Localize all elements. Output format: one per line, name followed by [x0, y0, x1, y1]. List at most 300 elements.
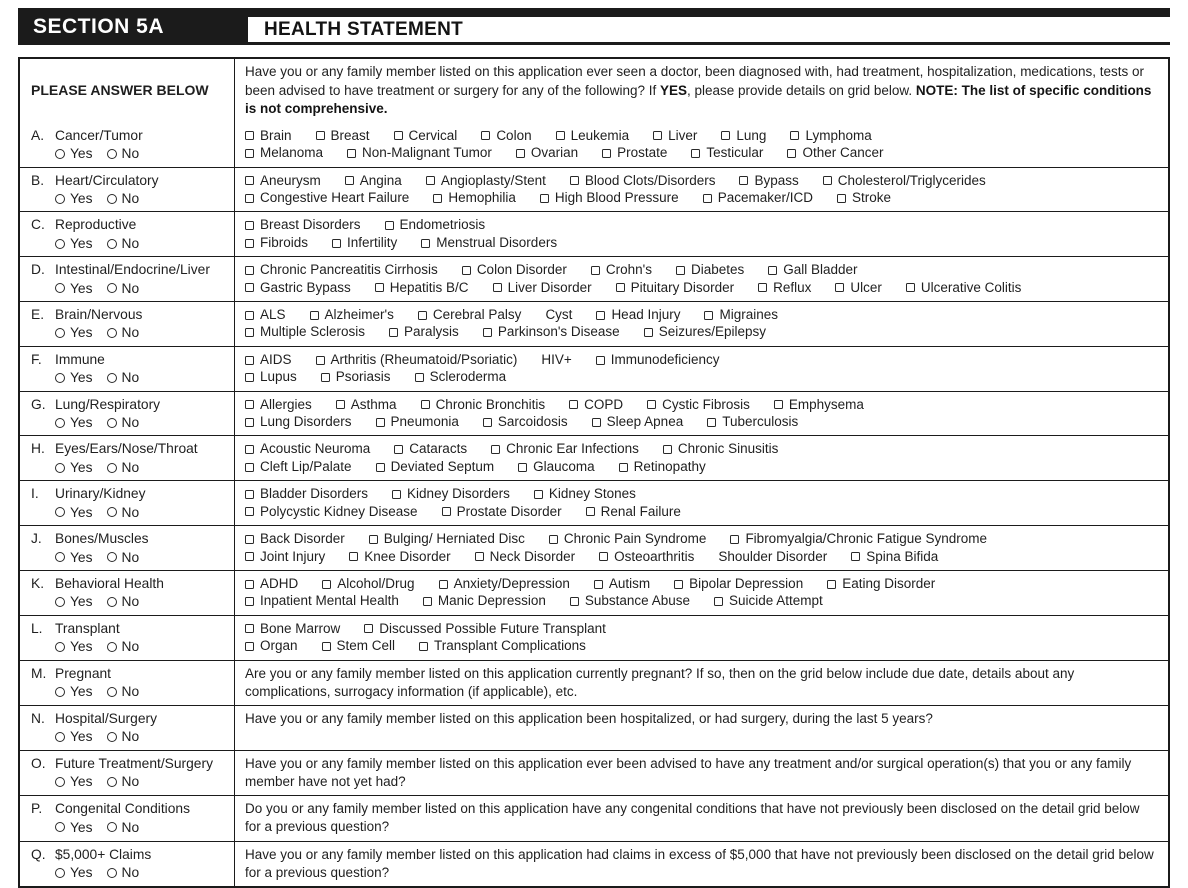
condition-checkbox[interactable]	[419, 642, 428, 651]
condition-label: Joint Injury	[260, 548, 326, 564]
condition-checkbox[interactable]	[619, 463, 628, 472]
condition-checkbox[interactable]	[245, 507, 254, 516]
condition-item	[245, 485, 368, 502]
condition-checkbox[interactable]	[394, 445, 403, 454]
row-category-label: Eyes/Ears/Nose/Throat	[55, 441, 198, 457]
row-o-header-cell	[20, 751, 235, 795]
condition-label: Paralysis	[404, 324, 459, 340]
condition-checkbox[interactable]	[364, 624, 373, 633]
condition-checkbox[interactable]	[704, 311, 713, 320]
condition-label: Non-Malignant Tumor	[362, 145, 492, 161]
no-option[interactable]	[107, 593, 140, 610]
condition-checkbox[interactable]	[534, 490, 543, 499]
condition-label: Hemophilia	[448, 190, 516, 205]
no-label: No	[121, 415, 140, 431]
condition-item	[556, 127, 630, 144]
yes-radio[interactable]	[55, 283, 65, 293]
condition-checkbox[interactable]	[758, 283, 767, 292]
row-letter: J.	[31, 531, 42, 547]
condition-checkbox[interactable]	[433, 194, 442, 203]
condition-label: Breast Disorders	[260, 217, 361, 233]
condition-checkbox[interactable]	[245, 194, 254, 203]
condition-item	[586, 503, 681, 520]
yes-radio[interactable]	[55, 732, 65, 742]
condition-checkbox[interactable]	[245, 221, 254, 230]
condition-checkbox[interactable]	[787, 149, 796, 158]
intro-text-segment: YES	[660, 82, 688, 98]
no-option[interactable]	[107, 190, 140, 207]
yes-option[interactable]	[55, 638, 93, 655]
condition-checkbox[interactable]	[596, 356, 605, 365]
condition-checkbox[interactable]	[322, 642, 331, 651]
row-category	[31, 216, 228, 233]
yes-option[interactable]	[55, 324, 93, 341]
section-label: SECTION 5A	[18, 8, 248, 45]
condition-label: Fibromyalgia/Chronic Fatigue Syndrome	[745, 531, 988, 547]
condition-checkbox[interactable]	[349, 552, 358, 561]
condition-checkbox[interactable]	[774, 400, 783, 409]
no-radio[interactable]	[107, 194, 117, 204]
condition-checkbox[interactable]	[415, 373, 424, 382]
no-radio[interactable]	[107, 328, 117, 338]
condition-checkbox[interactable]	[245, 624, 254, 633]
condition-checkbox[interactable]	[599, 552, 608, 561]
row-j-content	[235, 526, 1168, 570]
yes-radio[interactable]	[55, 868, 65, 878]
no-label: No	[121, 191, 140, 206]
no-option[interactable]	[107, 549, 140, 566]
row-category	[31, 306, 228, 323]
condition-checkbox[interactable]	[310, 311, 319, 320]
row-category-label: Congenital Conditions	[55, 801, 190, 817]
condition-item	[336, 396, 397, 413]
condition-checkbox[interactable]	[245, 373, 254, 382]
condition-item	[423, 592, 546, 609]
condition-checkbox[interactable]	[392, 490, 401, 499]
yes-no-group	[55, 504, 228, 521]
condition-checkbox[interactable]	[442, 507, 451, 516]
condition-label: Organ	[260, 638, 298, 654]
condition-checkbox[interactable]	[739, 176, 748, 185]
row-d	[20, 256, 1168, 301]
no-option[interactable]	[107, 324, 140, 341]
condition-checkbox[interactable]	[421, 400, 430, 409]
condition-checkbox[interactable]	[827, 580, 836, 589]
no-radio[interactable]	[107, 373, 117, 383]
no-label: No	[121, 819, 140, 835]
condition-checkbox[interactable]	[644, 328, 653, 337]
condition-label: Alzheimer's	[324, 307, 394, 323]
condition-checkbox[interactable]	[481, 131, 490, 140]
condition-checkbox[interactable]	[245, 131, 254, 140]
condition-checkbox[interactable]	[245, 149, 254, 158]
condition-checkbox[interactable]	[653, 131, 662, 140]
no-radio[interactable]	[107, 552, 117, 562]
yes-option[interactable]	[55, 864, 93, 881]
condition-checkbox[interactable]	[790, 131, 799, 140]
yes-label: Yes	[70, 864, 93, 880]
row-b-content	[235, 168, 1168, 212]
no-radio[interactable]	[107, 642, 117, 652]
condition-item	[364, 620, 606, 637]
yes-label: Yes	[70, 594, 93, 610]
yes-radio[interactable]	[55, 149, 65, 159]
condition-checkbox[interactable]	[321, 373, 330, 382]
yes-option[interactable]	[55, 728, 93, 745]
yes-radio[interactable]	[55, 507, 65, 517]
condition-checkbox[interactable]	[721, 131, 730, 140]
condition-checkbox[interactable]	[596, 311, 605, 320]
intro-text-segment: , please provide details on grid below.	[687, 82, 916, 98]
no-option[interactable]	[107, 280, 140, 297]
condition-checkbox[interactable]	[730, 535, 739, 544]
no-radio[interactable]	[107, 418, 117, 428]
condition-checkbox[interactable]	[518, 463, 527, 472]
condition-checkbox[interactable]	[316, 131, 325, 140]
condition-checkbox[interactable]	[676, 266, 685, 275]
condition-checkbox[interactable]	[336, 400, 345, 409]
no-option[interactable]	[107, 145, 140, 162]
yes-option[interactable]	[55, 145, 93, 162]
yes-radio[interactable]	[55, 418, 65, 428]
condition-label: Lung Disorders	[260, 414, 352, 430]
condition-checkbox[interactable]	[586, 507, 595, 516]
condition-item	[768, 261, 857, 278]
row-letter: E.	[31, 307, 45, 323]
no-radio[interactable]	[107, 507, 117, 517]
condition-checkbox[interactable]	[245, 418, 254, 427]
yes-radio[interactable]	[55, 552, 65, 562]
yes-no-group	[55, 459, 228, 476]
yes-no-group	[55, 819, 228, 836]
condition-line	[245, 503, 1158, 520]
condition-checkbox[interactable]	[245, 311, 254, 320]
row-letter: H.	[31, 441, 45, 457]
condition-checkbox[interactable]	[703, 194, 712, 203]
condition-label: Fibroids	[260, 234, 309, 250]
yes-radio[interactable]	[55, 777, 65, 787]
condition-checkbox[interactable]	[592, 418, 601, 427]
condition-checkbox[interactable]	[674, 580, 683, 589]
condition-checkbox[interactable]	[332, 239, 341, 248]
row-a	[20, 123, 1168, 167]
no-option[interactable]	[107, 864, 140, 881]
condition-label: Cleft Lip/Palate	[260, 458, 352, 474]
yes-option[interactable]	[55, 593, 93, 610]
condition-line	[245, 368, 1158, 385]
condition-checkbox[interactable]	[439, 580, 448, 589]
condition-checkbox[interactable]	[475, 552, 484, 561]
yes-radio[interactable]	[55, 822, 65, 832]
yes-label: Yes	[70, 191, 93, 206]
row-category-label: Heart/Circulatory	[55, 172, 159, 188]
condition-checkbox[interactable]	[245, 266, 254, 275]
condition-label: Cerebral Palsy	[432, 307, 522, 323]
condition-item	[493, 279, 592, 296]
condition-label: Inpatient Mental Health	[260, 593, 399, 609]
yes-option[interactable]	[55, 235, 93, 252]
row-n-content	[235, 706, 1168, 750]
condition-checkbox[interactable]	[483, 418, 492, 427]
row-e-header-cell	[20, 302, 235, 346]
condition-item	[518, 458, 595, 475]
no-radio[interactable]	[107, 597, 117, 607]
yes-radio[interactable]	[55, 194, 65, 204]
row-p	[20, 795, 1168, 840]
no-radio[interactable]	[107, 463, 117, 473]
condition-label: Head Injury	[611, 307, 681, 323]
no-option[interactable]	[107, 414, 140, 431]
condition-checkbox[interactable]	[462, 266, 471, 275]
condition-checkbox[interactable]	[245, 445, 254, 454]
condition-checkbox[interactable]	[570, 597, 579, 606]
condition-checkbox[interactable]	[245, 535, 254, 544]
condition-checkbox[interactable]	[245, 642, 254, 651]
row-letter: B.	[31, 172, 45, 188]
condition-item	[599, 548, 694, 565]
condition-item	[418, 306, 522, 323]
yes-option[interactable]	[55, 819, 93, 836]
yes-option[interactable]	[55, 190, 93, 207]
condition-label: Chronic Pancreatitis Cirrhosis	[260, 262, 438, 278]
condition-item	[392, 485, 510, 502]
condition-label: Arthritis (Rheumatoid/Psoriatic)	[330, 351, 518, 367]
condition-checkbox[interactable]	[376, 418, 385, 427]
yes-radio[interactable]	[55, 328, 65, 338]
condition-checkbox[interactable]	[316, 356, 325, 365]
condition-item	[758, 279, 811, 296]
condition-label: Hepatitis B/C	[389, 279, 469, 295]
row-n	[20, 705, 1168, 750]
no-radio[interactable]	[107, 687, 117, 697]
condition-label: Bypass	[754, 172, 799, 188]
condition-checkbox[interactable]	[493, 283, 502, 292]
row-j	[20, 525, 1168, 570]
condition-label: Cataracts	[409, 441, 468, 457]
no-option[interactable]	[107, 369, 140, 386]
condition-checkbox[interactable]	[906, 283, 915, 292]
no-option[interactable]	[107, 819, 140, 836]
row-category	[31, 665, 228, 682]
condition-checkbox[interactable]	[245, 356, 254, 365]
yes-radio[interactable]	[55, 687, 65, 697]
condition-item	[349, 548, 450, 565]
condition-item	[321, 368, 391, 385]
condition-checkbox[interactable]	[569, 400, 578, 409]
condition-item	[375, 279, 469, 296]
condition-checkbox[interactable]	[375, 283, 384, 292]
condition-checkbox[interactable]	[322, 580, 331, 589]
condition-label: Ovarian	[530, 145, 579, 161]
condition-item	[439, 575, 570, 592]
row-b	[20, 167, 1168, 212]
yes-option[interactable]	[55, 414, 93, 431]
yes-option[interactable]	[55, 459, 93, 476]
condition-checkbox[interactable]	[245, 463, 254, 472]
condition-checkbox[interactable]	[591, 266, 600, 275]
row-n-header-cell	[20, 706, 235, 750]
yes-no-group	[55, 145, 228, 162]
condition-label: Alcohol/Drug	[337, 575, 415, 591]
condition-label: Tuberculosis	[722, 414, 799, 430]
condition-item	[569, 396, 623, 413]
condition-checkbox[interactable]	[245, 239, 254, 248]
yes-option[interactable]	[55, 773, 93, 790]
condition-checkbox[interactable]	[768, 266, 777, 275]
no-radio[interactable]	[107, 822, 117, 832]
condition-item	[483, 323, 620, 340]
condition-checkbox[interactable]	[394, 131, 403, 140]
no-radio[interactable]	[107, 777, 117, 787]
row-category-label: Pregnant	[55, 665, 111, 681]
condition-checkbox[interactable]	[835, 283, 844, 292]
condition-label: Bipolar Depression	[689, 575, 804, 591]
condition-checkbox[interactable]	[851, 552, 860, 561]
condition-label: Melanoma	[260, 145, 324, 161]
condition-checkbox[interactable]	[245, 580, 254, 589]
no-radio[interactable]	[107, 239, 117, 249]
condition-checkbox[interactable]	[823, 176, 832, 185]
question-text: Do you or any family member listed on this application have any congenital conditions that have not previously been disclosed on the detail grid below for a previous question?	[245, 801, 1140, 835]
condition-label: ADHD	[260, 575, 299, 591]
condition-label: Leukemia	[570, 127, 630, 143]
yes-radio[interactable]	[55, 642, 65, 652]
condition-label: Colon Disorder	[476, 262, 567, 278]
row-category-label: Behavioral Health	[55, 575, 164, 591]
condition-label: Cystic Fibrosis	[662, 396, 750, 412]
yes-radio[interactable]	[55, 239, 65, 249]
condition-label: Emphysema	[788, 396, 864, 412]
condition-checkbox[interactable]	[549, 535, 558, 544]
yes-label: Yes	[70, 683, 93, 699]
condition-checkbox[interactable]	[389, 328, 398, 337]
yes-no-group	[55, 190, 228, 207]
yes-option[interactable]	[55, 369, 93, 386]
condition-checkbox[interactable]	[556, 131, 565, 140]
condition-checkbox[interactable]	[245, 328, 254, 337]
condition-checkbox[interactable]	[491, 445, 500, 454]
condition-checkbox[interactable]	[347, 149, 356, 158]
row-category	[31, 755, 228, 772]
condition-checkbox[interactable]	[376, 463, 385, 472]
no-label: No	[121, 639, 140, 655]
condition-checkbox[interactable]	[647, 400, 656, 409]
yes-no-group	[55, 324, 228, 341]
condition-item	[594, 575, 650, 592]
yes-option[interactable]	[55, 683, 93, 700]
condition-item	[322, 575, 414, 592]
no-radio[interactable]	[107, 149, 117, 159]
no-option[interactable]	[107, 728, 140, 745]
condition-checkbox[interactable]	[245, 552, 254, 561]
condition-checkbox[interactable]	[602, 149, 611, 158]
condition-checkbox[interactable]	[426, 176, 435, 185]
yes-no-group	[55, 369, 228, 386]
no-option[interactable]	[107, 504, 140, 521]
condition-label: Lymphoma	[805, 127, 872, 143]
condition-checkbox[interactable]	[345, 176, 354, 185]
condition-checkbox[interactable]	[540, 194, 549, 203]
condition-label: Pacemaker/ICD	[717, 190, 813, 205]
condition-checkbox[interactable]	[245, 400, 254, 409]
yes-radio[interactable]	[55, 597, 65, 607]
no-option[interactable]	[107, 683, 140, 700]
condition-checkbox[interactable]	[570, 176, 579, 185]
no-radio[interactable]	[107, 283, 117, 293]
condition-line	[245, 530, 1158, 547]
no-option[interactable]	[107, 235, 140, 252]
yes-radio[interactable]	[55, 463, 65, 473]
condition-label: Immunodeficiency	[610, 351, 720, 367]
yes-label: Yes	[70, 146, 93, 162]
condition-checkbox[interactable]	[616, 283, 625, 292]
row-letter: F.	[31, 351, 42, 367]
no-option[interactable]	[107, 773, 140, 790]
yes-option[interactable]	[55, 280, 93, 297]
condition-checkbox[interactable]	[423, 597, 432, 606]
condition-checkbox[interactable]	[516, 149, 525, 158]
condition-item	[245, 548, 325, 565]
no-radio[interactable]	[107, 732, 117, 742]
condition-checkbox[interactable]	[385, 221, 394, 230]
condition-checkbox[interactable]	[421, 239, 430, 248]
condition-checkbox[interactable]	[483, 328, 492, 337]
row-category	[31, 351, 228, 368]
row-letter: G.	[31, 396, 46, 412]
row-category-label: Intestinal/Endocrine/Liver	[55, 262, 210, 278]
condition-checkbox[interactable]	[245, 283, 254, 292]
condition-checkbox[interactable]	[707, 418, 716, 427]
yes-option[interactable]	[55, 549, 93, 566]
condition-checkbox[interactable]	[245, 597, 254, 606]
condition-item	[534, 485, 636, 502]
row-category	[31, 710, 228, 727]
no-option[interactable]	[107, 459, 140, 476]
condition-checkbox[interactable]	[663, 445, 672, 454]
condition-checkbox[interactable]	[691, 149, 700, 158]
row-letter: L.	[31, 620, 43, 636]
row-category	[31, 396, 228, 413]
condition-checkbox[interactable]	[245, 176, 254, 185]
condition-item	[647, 396, 750, 413]
yes-label: Yes	[70, 415, 93, 431]
condition-label: Breast	[330, 127, 370, 143]
yes-option[interactable]	[55, 504, 93, 521]
condition-item	[691, 144, 763, 161]
yes-label: Yes	[70, 235, 93, 251]
condition-checkbox[interactable]	[245, 490, 254, 499]
condition-label: Prostate Disorder	[456, 503, 562, 519]
yes-no-group	[55, 549, 228, 566]
condition-checkbox[interactable]	[418, 311, 427, 320]
condition-checkbox[interactable]	[369, 535, 378, 544]
no-option[interactable]	[107, 638, 140, 655]
condition-checkbox[interactable]	[714, 597, 723, 606]
row-l-header-cell	[20, 616, 235, 660]
condition-line	[245, 396, 1158, 413]
condition-item	[596, 306, 680, 323]
yes-radio[interactable]	[55, 373, 65, 383]
row-b-header-cell	[20, 168, 235, 212]
condition-checkbox[interactable]	[594, 580, 603, 589]
yes-no-group	[55, 593, 228, 610]
condition-item	[245, 503, 418, 520]
condition-checkbox[interactable]	[837, 194, 846, 203]
condition-item	[245, 261, 438, 278]
row-letter: C.	[31, 217, 45, 233]
no-radio[interactable]	[107, 868, 117, 878]
yes-no-group	[55, 638, 228, 655]
